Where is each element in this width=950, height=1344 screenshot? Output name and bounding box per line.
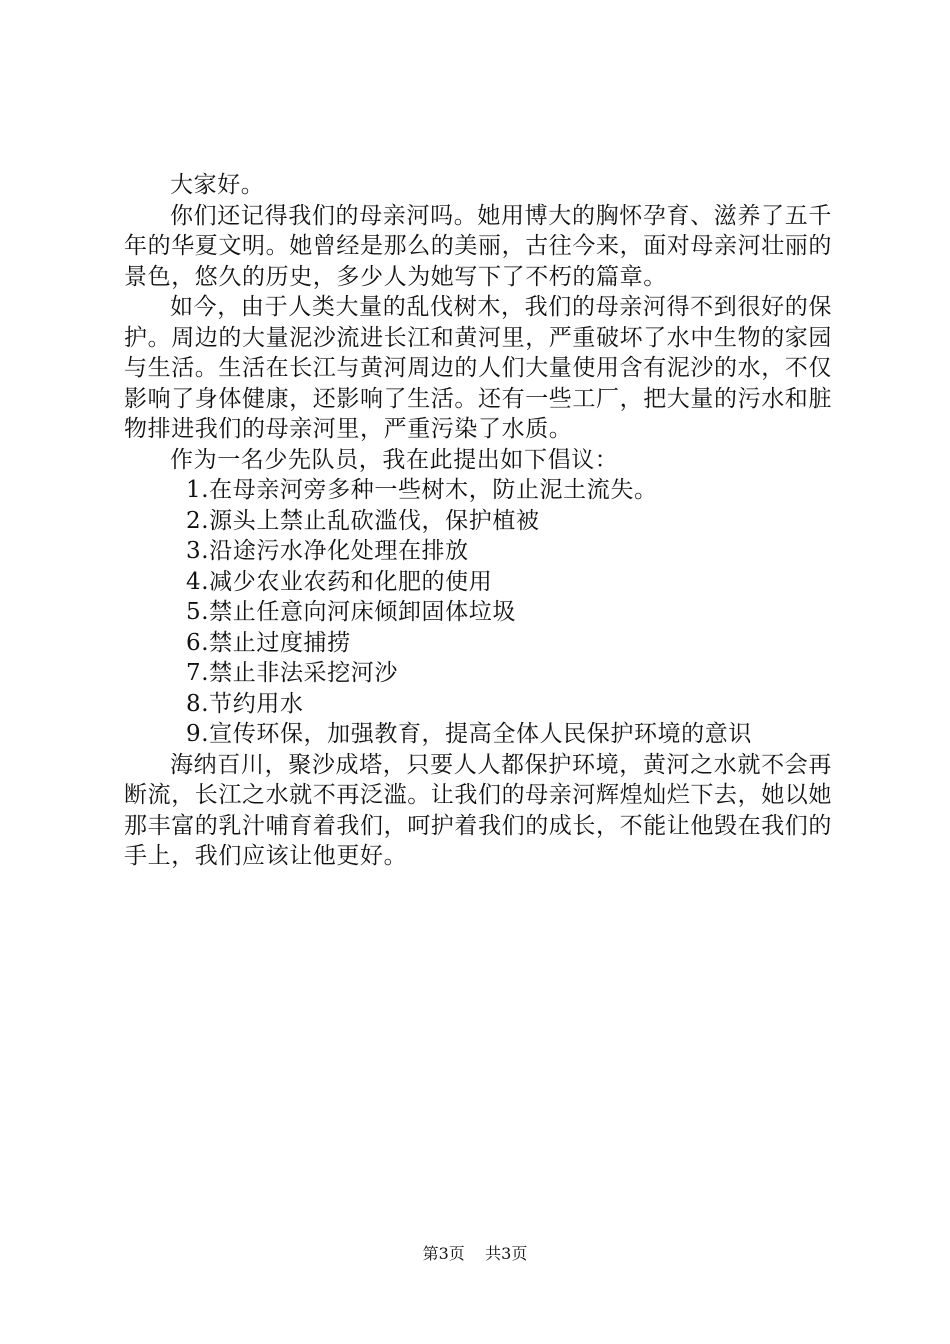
page-footer	[0, 1244, 950, 1264]
greeting-paragraph: 大家好。	[170, 172, 265, 198]
proposal-item-8: 8.节约用水	[186, 690, 304, 717]
proposal-item-3: 3.沿途污水净化处理在排放	[186, 538, 469, 564]
proposal-item-2: 2.源头上禁止乱砍滥伐，保护植被	[186, 507, 540, 534]
proposal-item-5: 5.禁止任意向河床倾卸固体垃圾	[186, 599, 516, 625]
paragraph-1: 你们还记得我们的母亲河吗。她用博大的胸怀孕育、滋养了五千年的华夏文明。她曾经是那么的美丽，古往今来，面对母亲河壮丽的景色，悠久的历史，多少人为她写下了不朽的篇章。	[124, 202, 832, 290]
proposal-item-7: 7.禁止非法采挖河沙	[186, 660, 398, 686]
closing-paragraph: 海纳百川，聚沙成塔，只要人人都保护环境，黄河之水就不会再断流，长江之水就不再泛滥。让我们的母亲河辉煌灿烂下去，她以她那丰富的乳汁哺育着我们，呵护着我们的成长，不能让他毁在我们的手上，我们应该让他更好。	[124, 751, 832, 869]
proposal-item-9: 9.宣传环保，加强教育，提高全体人民保护环境的意识	[186, 721, 752, 747]
page-total: 共3页	[485, 1244, 528, 1263]
page-number: 第3页	[422, 1244, 465, 1263]
proposal-item-4: 4.减少农业农药和化肥的使用	[186, 568, 493, 595]
proposals-intro: 作为一名少先队员，我在此提出如下倡议：	[170, 446, 619, 473]
proposal-item-1: 1.在母亲河旁多种一些树木，防止泥土流失。	[186, 477, 658, 503]
footer-spacer	[470, 1244, 480, 1263]
document-body	[124, 170, 832, 872]
paragraph-2: 如今，由于人类大量的乱伐树木，我们的母亲河得不到很好的保护。周边的大量泥沙流进长江和黄河里，严重破坏了水中生物的家园与生活。生活在长江与黄河周边的人们大量使用含有泥沙的水，不仅影响了身体健康，还影响了生活。还有一些工厂，把大量的污水和脏物排进我们的母亲河里，严重污染了水质。	[124, 294, 832, 442]
proposal-item-6: 6.禁止过度捕捞	[186, 629, 351, 656]
